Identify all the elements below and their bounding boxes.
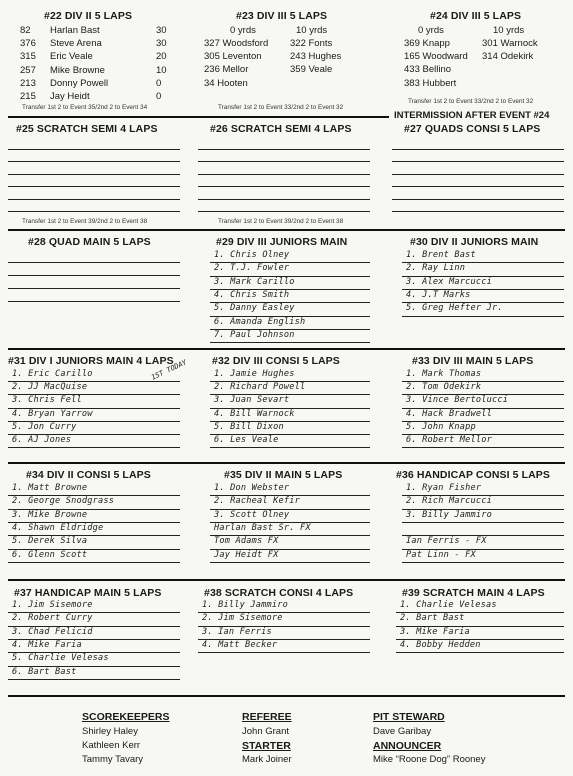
ruled-line bbox=[8, 679, 180, 680]
event-30-results bbox=[402, 249, 564, 319]
result-entry: 2. Jim Sisemore bbox=[202, 613, 283, 624]
result-entry: 7. Paul Johnson bbox=[214, 329, 295, 340]
result-entry: 4. Shawn Eldridge bbox=[12, 522, 104, 533]
ruled-line bbox=[8, 288, 180, 289]
ruled-line bbox=[210, 562, 370, 563]
event-22-title: #22 DIV II 5 LAPS bbox=[44, 10, 133, 22]
ruled-line bbox=[8, 174, 180, 175]
event-27-title: #27 QUADS CONSI 5 LAPS bbox=[404, 123, 541, 135]
result-entry: 6. Robert Mellor bbox=[406, 435, 492, 445]
result-entry: 5. Charlie Velesas bbox=[12, 653, 109, 664]
result-entry: 4. Mike Faria bbox=[12, 639, 82, 650]
result-entry: Ian Ferris - FX bbox=[406, 536, 487, 547]
event-39-results bbox=[396, 599, 564, 655]
racer-number: 376 bbox=[20, 38, 36, 50]
result-entry: 4. Bryan Yarrow bbox=[12, 408, 93, 419]
result-entry: 6. Glenn Scott bbox=[12, 549, 88, 560]
event-38-title: #38 SCRATCH CONSI 4 LAPS bbox=[204, 587, 354, 599]
ruled-line bbox=[198, 652, 370, 653]
ruled-line bbox=[8, 447, 180, 448]
starter-label: STARTER bbox=[242, 740, 291, 752]
result-entry: 5. Bill Dixon bbox=[214, 421, 284, 432]
ruled-line bbox=[210, 447, 370, 448]
racer-name: Jay Heidt bbox=[50, 91, 90, 102]
event-26-transfer: Transfer 1st 2 to Event 39/2nd 2 to Event 38 bbox=[218, 218, 344, 225]
event-25-blank-lines bbox=[8, 136, 180, 214]
result-entry: 4. Hack Bradwell bbox=[406, 408, 492, 419]
event-30-title: #30 DIV II JUNIORS MAIN bbox=[410, 236, 539, 248]
scorekeepers-label: SCOREKEEPERS bbox=[82, 711, 170, 723]
ruled-line bbox=[8, 186, 180, 187]
divider-6 bbox=[8, 695, 565, 697]
racer-entry: 327 Woodsford bbox=[204, 38, 269, 49]
result-entry: 3. Vince Bertolucci bbox=[406, 395, 509, 406]
intermission-note: INTERMISSION AFTER EVENT #24 bbox=[394, 110, 550, 121]
result-entry: 3. Mike Faria bbox=[400, 626, 470, 637]
racer-entry: 305 Leventon bbox=[204, 51, 262, 63]
event-24-transfer: Transfer 1st 2 to Event 33/2nd 2 to Event 32 bbox=[408, 98, 534, 105]
event-36-title: #36 HANDICAP CONSI 5 LAPS bbox=[396, 469, 551, 481]
racer-entry: 243 Hughes bbox=[290, 51, 342, 63]
event-25-title: #25 SCRATCH SEMI 4 LAPS bbox=[16, 123, 158, 135]
racer-name: Donny Powell bbox=[50, 77, 109, 89]
result-entry: 2. Racheal Kefir bbox=[214, 496, 300, 507]
ruled-line bbox=[8, 199, 180, 200]
ruled-line bbox=[402, 447, 564, 448]
divider-3 bbox=[8, 348, 565, 350]
ruled-line bbox=[8, 562, 180, 563]
result-entry: 4. Chris Smith bbox=[214, 289, 290, 300]
event-37-title: #37 HANDICAP MAIN 5 LAPS bbox=[14, 587, 162, 599]
racer-name: Eric Veale bbox=[50, 51, 93, 63]
racer-entry: 322 Fonts bbox=[290, 38, 333, 49]
event-28-results bbox=[8, 249, 180, 305]
result-entry: 5. Derek Silva bbox=[12, 536, 88, 547]
event-24-title: #24 DIV III 5 LAPS bbox=[430, 10, 522, 22]
result-entry: 1. Matt Browne bbox=[12, 483, 88, 493]
racer-points: 0 bbox=[156, 91, 162, 102]
event-33-results bbox=[402, 368, 564, 450]
event-26-blank-lines bbox=[198, 136, 370, 214]
ruled-line bbox=[392, 161, 564, 162]
result-entry: 1. Jamie Hughes bbox=[214, 369, 295, 379]
result-entry: 1. Billy Jammiro bbox=[202, 600, 288, 610]
ruled-line bbox=[8, 149, 180, 150]
racer-name: Mike Browne bbox=[50, 64, 105, 76]
racer-points: 30 bbox=[156, 38, 167, 50]
ruled-line bbox=[198, 174, 370, 175]
event-35-title: #35 DIV II MAIN 5 LAPS bbox=[224, 469, 343, 481]
event-31-title: #31 DIV I JUNIORS MAIN 4 LAPS bbox=[8, 355, 174, 367]
racer-entry: 433 Bellino bbox=[404, 64, 452, 76]
result-entry: 4. Bill Warnock bbox=[214, 408, 295, 419]
referee-name: John Grant bbox=[242, 726, 289, 737]
result-entry: 5. Jon Curry bbox=[12, 421, 77, 432]
ruled-line bbox=[402, 522, 564, 523]
ruled-line bbox=[392, 174, 564, 175]
pit-steward-name: Dave Garibay bbox=[373, 726, 432, 737]
announcer-name: Mike “Roone Dog” Rooney bbox=[373, 754, 486, 765]
result-entry: 2. George Snodgrass bbox=[12, 496, 115, 507]
ruled-line bbox=[396, 652, 564, 653]
event-24-col2-head: 10 yrds bbox=[493, 25, 525, 36]
divider-1 bbox=[8, 116, 389, 118]
ruled-line bbox=[8, 275, 180, 276]
result-entry: 1. Charlie Velesas bbox=[400, 600, 497, 610]
result-entry: 1. Jim Sisemore bbox=[12, 600, 93, 610]
result-entry: 1. Ryan Fisher bbox=[406, 483, 482, 493]
event-37-results bbox=[8, 599, 180, 683]
event-23-transfer: Transfer 1st 2 to Event 33/2nd 2 to Event 32 bbox=[218, 104, 344, 111]
event-24-col1-head: 0 yrds bbox=[418, 25, 444, 36]
racer-entry: 383 Hubbert bbox=[404, 77, 457, 89]
referee-label: REFEREE bbox=[242, 711, 292, 723]
event-22-transfer: Transfer 1st 2 to Event 35/2nd 2 to Event 34 bbox=[22, 104, 148, 111]
event-23-col2-head: 10 yrds bbox=[296, 25, 328, 36]
result-entry: 6. Les Veale bbox=[214, 435, 279, 445]
pit-steward-label: PIT STEWARD bbox=[373, 711, 445, 723]
result-entry: 1. Eric Carillo bbox=[12, 369, 93, 379]
starter-name: Mark Joiner bbox=[242, 754, 292, 765]
ruled-line bbox=[8, 301, 180, 302]
result-entry: Harlan Bast Sr. FX bbox=[214, 522, 311, 533]
event-26-title: #26 SCRATCH SEMI 4 LAPS bbox=[210, 123, 352, 135]
event-29-title: #29 DIV III JUNIORS MAIN bbox=[216, 236, 348, 248]
event-28-title: #28 QUAD MAIN 5 LAPS bbox=[28, 236, 151, 248]
event-34-results bbox=[8, 482, 180, 566]
result-entry: 2. Tom Odekirk bbox=[406, 382, 482, 393]
racer-entry: 359 Veale bbox=[290, 64, 333, 76]
ruled-line bbox=[198, 199, 370, 200]
racer-number: 213 bbox=[20, 77, 36, 89]
racer-entry: 34 Hooten bbox=[204, 77, 248, 89]
racer-points: 20 bbox=[156, 51, 167, 63]
racer-entry: 369 Knapp bbox=[404, 38, 450, 49]
result-entry: 3. Chad Felicid bbox=[12, 626, 93, 637]
result-entry: 3. Mark Carillo bbox=[214, 276, 295, 287]
event-29-results bbox=[210, 249, 370, 345]
result-entry: 2. Rich Marcucci bbox=[406, 496, 492, 507]
result-entry: 3. Juan Sevart bbox=[214, 395, 290, 406]
racer-number: 82 bbox=[20, 25, 31, 36]
ruled-line bbox=[392, 199, 564, 200]
divider-4 bbox=[8, 462, 565, 464]
ruled-line bbox=[8, 262, 180, 263]
racer-points: 0 bbox=[156, 77, 162, 89]
event-23-col1-head: 0 yrds bbox=[230, 25, 256, 36]
result-entry: 3. Mike Browne bbox=[12, 509, 88, 520]
ruled-line bbox=[392, 186, 564, 187]
result-entry: 4. Bobby Hedden bbox=[400, 639, 481, 650]
racer-number: 257 bbox=[20, 64, 36, 76]
racer-number: 215 bbox=[20, 91, 36, 102]
ruled-line bbox=[8, 211, 180, 212]
result-entry: 2. Richard Powell bbox=[214, 382, 306, 393]
ruled-line bbox=[8, 161, 180, 162]
announcer-label: ANNOUNCER bbox=[373, 740, 442, 752]
result-entry: 3. Billy Jammiro bbox=[406, 509, 492, 520]
ruled-line bbox=[402, 316, 564, 317]
ruled-line bbox=[210, 342, 370, 343]
racer-name: Harlan Bast bbox=[50, 25, 100, 36]
divider-2 bbox=[8, 229, 565, 231]
result-entry: 2. Bart Bast bbox=[400, 613, 465, 624]
result-entry: 1. Brent Bast bbox=[406, 250, 476, 260]
result-entry: 6. Bart Bast bbox=[12, 666, 77, 677]
result-entry: Tom Adams FX bbox=[214, 536, 279, 547]
racer-entry: 165 Woodward bbox=[404, 51, 468, 63]
event-36-results bbox=[402, 482, 564, 566]
ruled-line bbox=[402, 562, 564, 563]
racer-entry: 301 Warnock bbox=[482, 38, 538, 49]
racer-number: 315 bbox=[20, 51, 36, 63]
racer-entry: 236 Mellor bbox=[204, 64, 249, 76]
result-entry: Jay Heidt FX bbox=[214, 549, 279, 560]
ruled-line bbox=[198, 186, 370, 187]
result-entry: Pat Linn - FX bbox=[406, 549, 476, 560]
ruled-line bbox=[198, 149, 370, 150]
result-entry: 1. Chris Olney bbox=[214, 250, 290, 260]
result-entry: 1. Don Webster bbox=[214, 483, 290, 493]
racer-points: 30 bbox=[156, 25, 167, 36]
result-entry: 4. Matt Becker bbox=[202, 639, 278, 650]
result-entry: 4. J.T Marks bbox=[406, 289, 471, 300]
event-32-results bbox=[210, 368, 370, 450]
scorekeeper-1: Shirley Haley bbox=[82, 726, 138, 737]
result-entry: 6. Amanda English bbox=[214, 316, 306, 327]
event-27-blank-lines bbox=[392, 136, 564, 214]
result-entry: 5. Danny Easley bbox=[214, 303, 295, 314]
event-25-transfer: Transfer 1st 2 to Event 39/2nd 2 to Event 38 bbox=[22, 218, 148, 225]
result-entry: 2. T.J. Fowler bbox=[214, 263, 290, 274]
result-entry: 2. Ray Linn bbox=[406, 263, 466, 274]
scorekeeper-3: Tammy Tavary bbox=[82, 754, 144, 765]
event-39-title: #39 SCRATCH MAIN 4 LAPS bbox=[402, 587, 545, 599]
ruled-line bbox=[198, 211, 370, 212]
event-34-title: #34 DIV II CONSI 5 LAPS bbox=[26, 469, 151, 481]
event-31-note: 1ST TODAY bbox=[150, 358, 188, 382]
racer-points: 10 bbox=[156, 64, 167, 76]
result-entry: 1. Mark Thomas bbox=[406, 369, 482, 379]
result-entry: 3. Alex Marcucci bbox=[406, 276, 492, 287]
event-33-title: #33 DIV III MAIN 5 LAPS bbox=[412, 355, 534, 367]
divider-5 bbox=[8, 579, 565, 581]
event-35-results bbox=[210, 482, 370, 566]
result-entry: 5. Greg Hefter Jr. bbox=[406, 303, 503, 314]
scorekeeper-2: Kathleen Kerr bbox=[82, 740, 141, 751]
result-entry: 3. Chris Fell bbox=[12, 395, 82, 406]
ruled-line bbox=[392, 211, 564, 212]
result-entry: 5. John Knapp bbox=[406, 421, 476, 432]
result-entry: 3. Scott Olney bbox=[214, 509, 290, 520]
result-entry: 2. Robert Curry bbox=[12, 613, 93, 624]
racer-entry: 314 Odekirk bbox=[482, 51, 534, 63]
result-entry: 6. AJ Jones bbox=[12, 435, 72, 445]
result-entry: 2. JJ MacQuise bbox=[12, 382, 88, 393]
result-entry: 3. Ian Ferris bbox=[202, 626, 272, 637]
racer-name: Steve Arena bbox=[50, 38, 102, 50]
ruled-line bbox=[198, 161, 370, 162]
event-32-title: #32 DIV III CONSI 5 LAPS bbox=[212, 355, 340, 367]
ruled-line bbox=[392, 149, 564, 150]
event-23-title: #23 DIV III 5 LAPS bbox=[236, 10, 328, 22]
event-38-results bbox=[198, 599, 370, 655]
